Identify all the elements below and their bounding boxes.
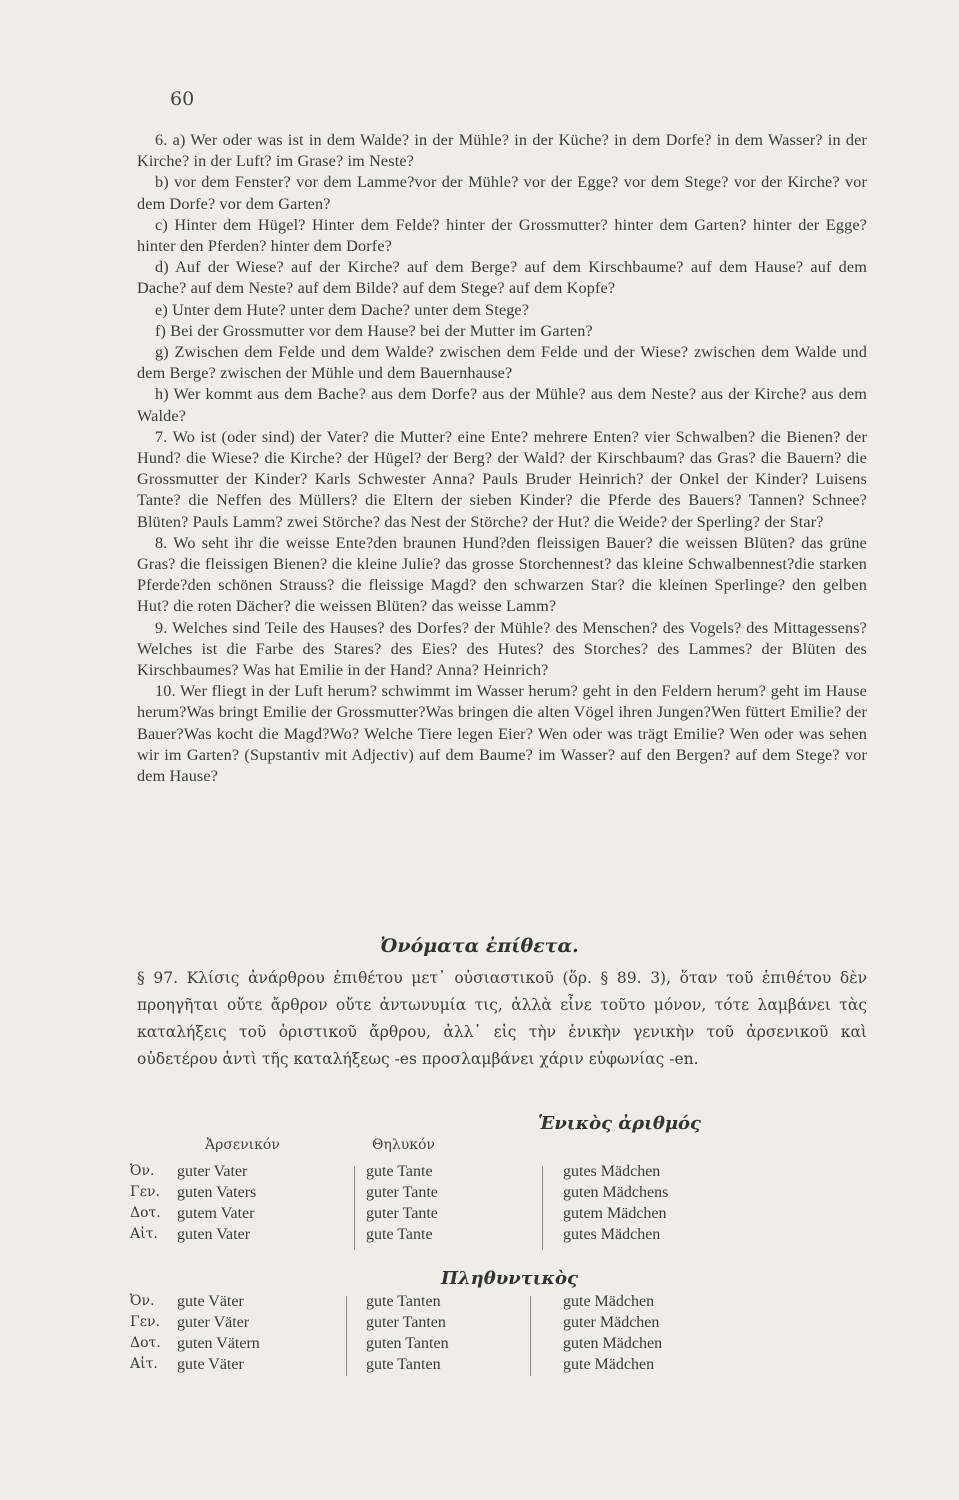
singular-table	[130, 1163, 770, 1247]
case-label: Γεν.	[130, 1314, 160, 1330]
neuter-form: gutes Mädchen	[563, 1163, 661, 1180]
case-label: Γεν.	[130, 1184, 160, 1200]
masculine-form: guter Väter	[177, 1314, 250, 1331]
masculine-form: gute Väter	[177, 1356, 244, 1373]
table-row	[130, 1163, 770, 1184]
case-label: Ὀν.	[130, 1293, 155, 1309]
feminine-form: guter Tante	[366, 1205, 438, 1222]
exercise-6h: h) Wer kommt aus dem Bache? aus dem Dorfe? aus der Mühle? aus dem Neste? aus der Kirche? aus dem Walde?	[137, 385, 867, 425]
exercise-6f: f) Bei der Grossmutter vor dem Hause? bei der Mutter im Garten?	[155, 321, 593, 340]
table-row	[130, 1184, 770, 1205]
plural-heading: Πληθυντικὸς	[441, 1268, 578, 1289]
masculine-form: guter Vater	[177, 1163, 248, 1180]
feminine-form: guter Tanten	[366, 1314, 446, 1331]
table-row	[130, 1356, 770, 1377]
exercise-10: 10. Wer fliegt in der Luft herum? schwimmt im Wasser herum? geht in den Feldern herum? geht im Hause herum?Was bringt Emilie der Grossmutter?Was bringen die alten Vögel ihren Jungen?Wen füttert Emilie? der Bauer?Was kocht die Magd?Wo? Welche Tiere legen Eier? Wen oder was trägt Emilie? Wen oder was sehen wir im Garten? (Supstantiv mit Adjectiv) auf dem Baume? im Wasser? auf den Bergen? auf dem Stege? vor dem Hause?	[137, 682, 867, 786]
column-divider	[530, 1296, 531, 1376]
section-heading-adjectives: Ὀνόματα ἐπίθετα.	[380, 935, 579, 957]
table-row	[130, 1335, 770, 1356]
feminine-form: gute Tante	[366, 1163, 433, 1180]
masculine-form: gutem Vater	[177, 1205, 255, 1222]
feminine-form: gute Tanten	[366, 1356, 441, 1373]
feminine-form: guter Tante	[366, 1184, 438, 1201]
neuter-form: guten Mädchens	[563, 1184, 669, 1201]
table-row	[130, 1205, 770, 1226]
case-label: Αἰτ.	[130, 1356, 158, 1372]
neuter-form: gute Mädchen	[563, 1293, 655, 1310]
feminine-form: gute Tanten	[366, 1293, 441, 1310]
exercise-6a: 6. a) Wer oder was ist in dem Walde? in der Mühle? in der Küche? in dem Dorfe? in dem Wasser? in der Kirche? in der Luft? im Grase? im Neste?	[137, 131, 867, 171]
neuter-form: guter Mädchen	[563, 1314, 660, 1331]
case-label: Δοτ.	[130, 1335, 161, 1351]
exercise-8: 8. Wo seht ihr die weisse Ente?den braunen Hund?den fleissigen Bauer? die weissen Blüten? das grüne Gras? die fleissigen Bienen? die kleine Julie? das grosse Storchennest? das kleine Schwalbennest?die starken Pferde?den schönen Strauss? die fleissige Magd? den schwarzen Star? die kleinen Sperlinge? den gelben Hut? die roten Dächer? die weissen Blüten? das weisse Lamm?	[137, 533, 867, 616]
masculine-form: gute Väter	[177, 1293, 244, 1310]
plural-table	[130, 1293, 770, 1377]
masculine-form: guten Vater	[177, 1226, 251, 1243]
masculine-header: Ἀρσενικόν	[205, 1137, 280, 1153]
exercise-6d: d) Auf der Wiese? auf der Kirche? auf dem Berge? auf dem Kirschbaume? auf dem Hause? auf dem Dache? auf dem Neste? auf dem Bilde? auf dem Stege? auf dem Kopfe?	[137, 258, 867, 298]
feminine-form: gute Tante	[366, 1226, 433, 1243]
column-divider	[346, 1296, 347, 1376]
neuter-form: gutem Mädchen	[563, 1205, 667, 1222]
exercise-6b: b) vor dem Fenster? vor dem Lamme?vor der Mühle? vor der Egge? vor dem Stege? vor der Kirche? vor dem Dorfe? vor dem Garten?	[137, 173, 867, 213]
feminine-header: Θηλυκόν	[372, 1137, 435, 1153]
neuter-form: gutes Mädchen	[563, 1226, 661, 1243]
exercise-6c: c) Hinter dem Hügel? Hinter dem Felde? hinter der Grossmutter? hinter dem Garten? hinter der Egge? hinter den Pferden? hinter dem Dorfe?	[137, 215, 867, 256]
neuter-form: gute Mädchen	[563, 1356, 655, 1373]
masculine-form: guten Vätern	[177, 1335, 260, 1352]
section-97-paragraph: § 97. Κλίσις ἀνάρθρου ἐπιθέτου μετ᾽ οὐσιαστικοῦ (ὅρ. § 89. 3), ὅταν τοῦ ἐπιθέτου δὲν προηγῆται οὔτε ἄρθρον οὔτε ἀντωνυμία τις, ἀλλὰ εἶνε τοῦτο μόνον, τότε λαμβάνει τὰς καταλήξεις τοῦ ὁριστικοῦ ἄρθρου, ἀλλ᾽ εἰς τὴν ἑνικὴν γενικὴν τοῦ ἀρσενικοῦ καὶ οὐδετέρου ἀντὶ τῆς καταλήξεως -es προσλαμβάνει χάριν εὐφωνίας -en.	[137, 969, 867, 1068]
table-row	[130, 1293, 770, 1314]
column-divider	[542, 1166, 543, 1250]
case-label: Ὀν.	[130, 1163, 155, 1179]
table-row	[130, 1314, 770, 1335]
exercise-9: 9. Welches sind Teile des Hauses? des Dorfes? der Mühle? des Menschen? des Vogels? des Mittagessens? Welches ist die Farbe des Stares? des Eies? des Hutes? des Storches? des Lammes? der Blüten des Kirschbaumes? Was hat Emilie in der Hand? Anna? Heinrich?	[137, 618, 867, 680]
exercise-6g: g) Zwischen dem Felde und dem Walde? zwischen dem Felde und der Wiese? zwischen dem Walde und dem Berge? zwischen der Mühle und dem Bauernhause?	[137, 343, 867, 383]
exercise-7: 7. Wo ist (oder sind) der Vater? die Mutter? eine Ente? mehrere Enten? vier Schwalben? die Bienen? der Hund? die Wiese? die Kirche? der Hügel? der Berg? der Wald? der Kirschbaum? das Gras? die Bauern? die Grossmutter der Kinder? Karls Schwester Anna? Pauls Bruder Heinrich? der Onkel der Kinder? Luisens Tante? die Neffen des Müllers? die Eltern der sieben Kinder? die Pferde des Bauers? Tannen? Schnee? Blüten? Pauls Lamm? zwei Störche? das Nest der Störche? der Hut? die Weide? der Sperling? der Star?	[137, 427, 867, 531]
singular-heading: Ἑνικὸς ἀριθμός	[538, 1113, 701, 1134]
case-label: Αἰτ.	[130, 1226, 158, 1242]
column-divider	[354, 1166, 355, 1250]
case-label: Δοτ.	[130, 1205, 161, 1221]
page-number: 60	[170, 88, 195, 110]
neuter-form: guten Mädchen	[563, 1335, 663, 1352]
masculine-form: guten Vaters	[177, 1184, 257, 1201]
table-row	[130, 1226, 770, 1247]
exercise-6e: e) Unter dem Hute? unter dem Dache? unter dem Stege?	[155, 300, 530, 319]
exercise-text	[137, 130, 867, 787]
feminine-form: guten Tanten	[366, 1335, 449, 1352]
